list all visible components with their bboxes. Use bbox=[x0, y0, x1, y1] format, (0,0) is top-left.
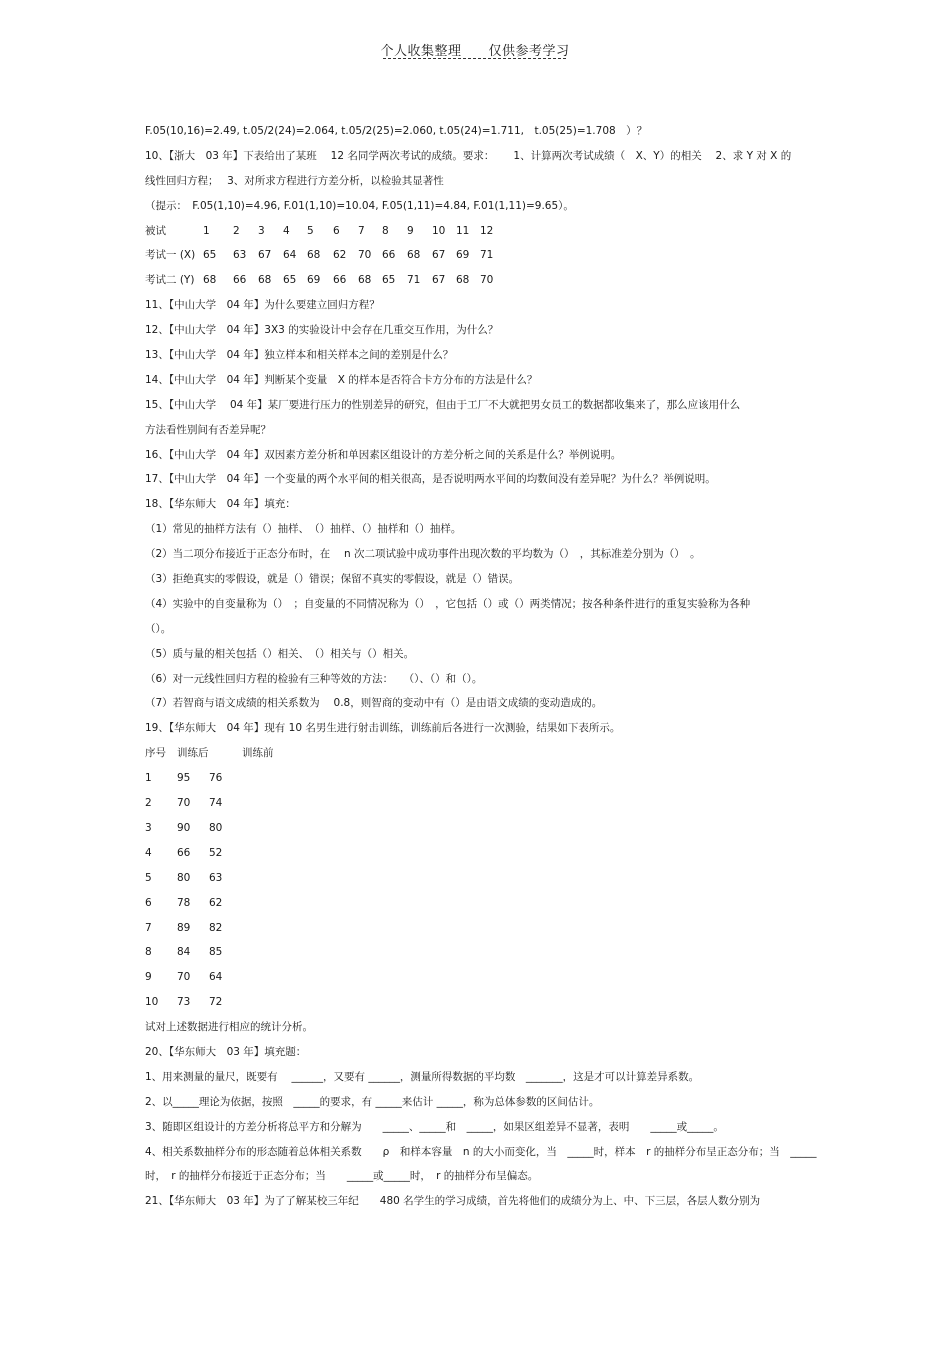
table-cell: 73 bbox=[177, 996, 191, 1009]
table-row bbox=[145, 841, 810, 866]
table-cell: 66 bbox=[333, 274, 347, 287]
table-cell: 85 bbox=[209, 946, 223, 959]
table-cell: 8 bbox=[382, 224, 389, 237]
table-cell: 70 bbox=[480, 274, 494, 287]
table-cell: 1 bbox=[203, 224, 210, 237]
text-line: 15、【中山大学 04 年】某厂要进行压力的性别差异的研究，但由于工厂不大就把男女员工的数据都收集来了，那么应该用什么 bbox=[145, 398, 741, 411]
table-cell: 64 bbox=[209, 971, 223, 984]
text-line: F.05(10,16)=2.49, t.05/2(24)=2.064, t.05/2(25)=2.060, t.05(24)=1.711, t.05(25)=1.708 ）？ bbox=[145, 125, 648, 137]
table-cell: 5 bbox=[145, 871, 152, 884]
text-line: 21、【华东师大 03 年】为了了解某校三年纪 480 名学生的学习成绩，首先将他们的成绩分为上、中、下三层，各层人数分别为 bbox=[145, 1195, 761, 1208]
text-line: 11、【中山大学 04 年】为什么要建立回归方程？ bbox=[145, 299, 380, 312]
table-cell: 90 bbox=[177, 821, 191, 834]
table-row bbox=[145, 766, 810, 791]
table-cell: 9 bbox=[145, 971, 152, 984]
table-cell: 6 bbox=[333, 224, 340, 237]
table-row bbox=[145, 990, 810, 1015]
text-line: 12、【中山大学 04 年】3X3 的实验设计中会存在几重交互作用，为什么？ bbox=[145, 324, 499, 337]
table-cell: 76 bbox=[209, 772, 223, 785]
text-line: （2）当二项分布接近于正态分布时，在 n 次二项试验中成功事件出现次数的平均数为（） ，其标准差分别为（） 。 bbox=[145, 548, 701, 561]
q19-table bbox=[145, 741, 810, 1015]
text-line: 13、【中山大学 04 年】独立样本和相关样本之间的差别是什么？ bbox=[145, 349, 454, 362]
table-row bbox=[145, 891, 810, 916]
table-row bbox=[145, 916, 810, 941]
table-cell: 3 bbox=[258, 224, 265, 237]
text-line: （5）质与量的相关包括（）相关、 （）相关与（）相关。 bbox=[145, 647, 415, 660]
row-label: 考试一 (X) bbox=[145, 249, 196, 262]
table-cell: 70 bbox=[177, 971, 191, 984]
text-line: 2、以_____理论为依据，按照 _____的要求，有 _____来估计 _____，称为总体参数的区间估计。 bbox=[145, 1095, 600, 1108]
column-header: 训练后 bbox=[177, 747, 209, 760]
table-cell: 67 bbox=[432, 249, 446, 262]
text-line: （1）常见的抽样方法有（）抽样、 （）抽样、（）抽样和（）抽样。 bbox=[145, 523, 462, 536]
table-cell: 2 bbox=[145, 797, 152, 810]
table-cell: 12 bbox=[480, 224, 494, 237]
table-cell: 7 bbox=[358, 224, 365, 237]
table-cell: 71 bbox=[480, 249, 494, 262]
table-cell: 2 bbox=[233, 224, 240, 237]
text-line: （7）若智商与语文成绩的相关系数为 0.8，则智商的变动中有（）是由语文成绩的变动造成的。 bbox=[145, 697, 603, 710]
table-cell: 66 bbox=[233, 274, 247, 287]
text-line: （3）拒绝真实的零假设，就是（）错误；保留不真实的零假设，就是（）错误。 bbox=[145, 573, 520, 586]
table-cell: 3 bbox=[145, 821, 152, 834]
table-cell: 66 bbox=[382, 249, 396, 262]
text-line: （6）对一元线性回归方程的检验有三种等效的方法： （）、（）和（）。 bbox=[145, 672, 483, 685]
table-cell: 6 bbox=[145, 896, 152, 909]
table-row bbox=[145, 219, 810, 244]
table-cell: 67 bbox=[432, 274, 446, 287]
row-label: 被试 bbox=[145, 224, 166, 237]
table-row bbox=[145, 940, 810, 965]
table-cell: 65 bbox=[283, 274, 297, 287]
table-cell: 68 bbox=[203, 274, 217, 287]
document-body bbox=[145, 119, 817, 1214]
table-cell: 68 bbox=[358, 274, 372, 287]
q10-table bbox=[145, 219, 810, 294]
questions-block-a bbox=[145, 293, 810, 741]
table-cell: 64 bbox=[283, 249, 297, 262]
table-cell: 84 bbox=[177, 946, 191, 959]
text-line: 1、用来测量的量尺，既要有 ______，又要有 ______，测量所得数据的平均数 _______，这是才可以计算差异系数。 bbox=[145, 1070, 700, 1083]
table-cell: 62 bbox=[333, 249, 347, 262]
text-line: （4）实验中的自变量称为（） ；自变量的不同情况称为（） ，它包括（）或（）两类情况；按各种条件进行的重复实验称为各种 bbox=[145, 597, 751, 610]
table-header-row bbox=[145, 741, 810, 766]
table-cell: 63 bbox=[209, 871, 223, 884]
table-row bbox=[145, 243, 810, 268]
table-cell: 74 bbox=[209, 797, 223, 810]
text-line: 16、【中山大学 04 年】双因素方差分析和单因素区组设计的方差分析之间的关系是什么？举例说明。 bbox=[145, 448, 622, 461]
table-cell: 4 bbox=[283, 224, 290, 237]
table-cell: 52 bbox=[209, 846, 223, 859]
table-cell: 89 bbox=[177, 921, 191, 934]
table-cell: 8 bbox=[145, 946, 152, 959]
column-header: 序号 bbox=[145, 747, 166, 760]
table-row bbox=[145, 816, 810, 841]
table-cell: 80 bbox=[209, 821, 223, 834]
table-row bbox=[145, 866, 810, 891]
table-cell: 78 bbox=[177, 896, 191, 909]
table-cell: 82 bbox=[209, 921, 223, 934]
text-line: 14、【中山大学 04 年】判断某个变量 X 的样本是否符合卡方分布的方法是什么？ bbox=[145, 373, 538, 386]
table-cell: 4 bbox=[145, 846, 152, 859]
column-header: 训练前 bbox=[242, 747, 274, 760]
table-cell: 72 bbox=[209, 996, 223, 1009]
table-cell: 67 bbox=[258, 249, 272, 262]
text-line: 方法看性别间有否差异呢？ bbox=[145, 423, 271, 436]
text-line: 19、【华东师大 04 年】现有 10 名男生进行射击训练，训练前后各进行一次测验，结果如下表所示。 bbox=[145, 722, 621, 735]
table-row bbox=[145, 791, 810, 816]
text-line: 时， r 的抽样分布接近于正态分布；当 _____或_____时， r 的抽样分布呈偏态。 bbox=[145, 1170, 539, 1183]
text-line: 4、相关系数抽样分布的形态随着总体相关系数 ρ 和样本容量 n 的大小而变化，当 _____时，样本 r 的抽样分布呈正态分布；当 _____ bbox=[145, 1145, 817, 1158]
text-line: 17、【中山大学 04 年】一个变量的两个水平间的相关很高，是否说明两水平间的均数间没有差异呢？为什么？举例说明。 bbox=[145, 473, 716, 486]
table-cell: 69 bbox=[456, 249, 470, 262]
table-cell: 62 bbox=[209, 896, 223, 909]
text-line: （提示： F.05(1,10)=4.96, F.01(1,10)=10.04, F.05(1,11)=4.84, F.01(1,11)=9.65）。 bbox=[145, 199, 574, 212]
table-cell: 70 bbox=[358, 249, 372, 262]
table-cell: 10 bbox=[145, 996, 159, 1009]
table-cell: 7 bbox=[145, 921, 152, 934]
table-cell: 70 bbox=[177, 797, 191, 810]
table-cell: 71 bbox=[407, 274, 421, 287]
table-cell: 68 bbox=[307, 249, 321, 262]
text-line: 18、【华东师大 04 年】填充： bbox=[145, 498, 296, 511]
table-cell: 5 bbox=[307, 224, 314, 237]
table-row bbox=[145, 965, 810, 990]
text-line: 20、【华东师大 03 年】填充题： bbox=[145, 1045, 307, 1058]
table-row bbox=[145, 268, 810, 293]
text-line: 3、随即区组设计的方差分析将总平方和分解为 _____、_____和 _____，如果区组差异不显著，表明 _____或_____。 bbox=[145, 1120, 724, 1133]
text-line: 10、【浙大 03 年】下表给出了某班 12 名同学两次考试的成绩。要求： 1、计算两次考试成绩（ X、Y）的相关 2、求 Y 对 X 的 bbox=[145, 149, 792, 162]
table-cell: 68 bbox=[456, 274, 470, 287]
questions-block-b bbox=[145, 1015, 817, 1214]
table-cell: 95 bbox=[177, 772, 191, 785]
text-line: 试对上述数据进行相应的统计分析。 bbox=[145, 1021, 313, 1034]
header-underline bbox=[383, 58, 566, 59]
table-cell: 65 bbox=[203, 249, 217, 262]
table-cell: 80 bbox=[177, 871, 191, 884]
table-cell: 66 bbox=[177, 846, 191, 859]
table-cell: 68 bbox=[258, 274, 272, 287]
table-cell: 9 bbox=[407, 224, 414, 237]
table-cell: 1 bbox=[145, 772, 152, 785]
table-cell: 69 bbox=[307, 274, 321, 287]
text-line: 线性回归方程； 3、对所求方程进行方差分析，以检验其显著性 bbox=[145, 174, 444, 187]
table-cell: 65 bbox=[382, 274, 396, 287]
table-cell: 68 bbox=[407, 249, 421, 262]
header-title: 个人收集整理 仅供参考学习 bbox=[380, 44, 570, 59]
table-cell: 11 bbox=[456, 224, 470, 237]
table-cell: 10 bbox=[432, 224, 446, 237]
row-label: 考试二 (Y) bbox=[145, 274, 195, 287]
table-cell: 63 bbox=[233, 249, 247, 262]
text-line: （）。 bbox=[145, 622, 172, 635]
